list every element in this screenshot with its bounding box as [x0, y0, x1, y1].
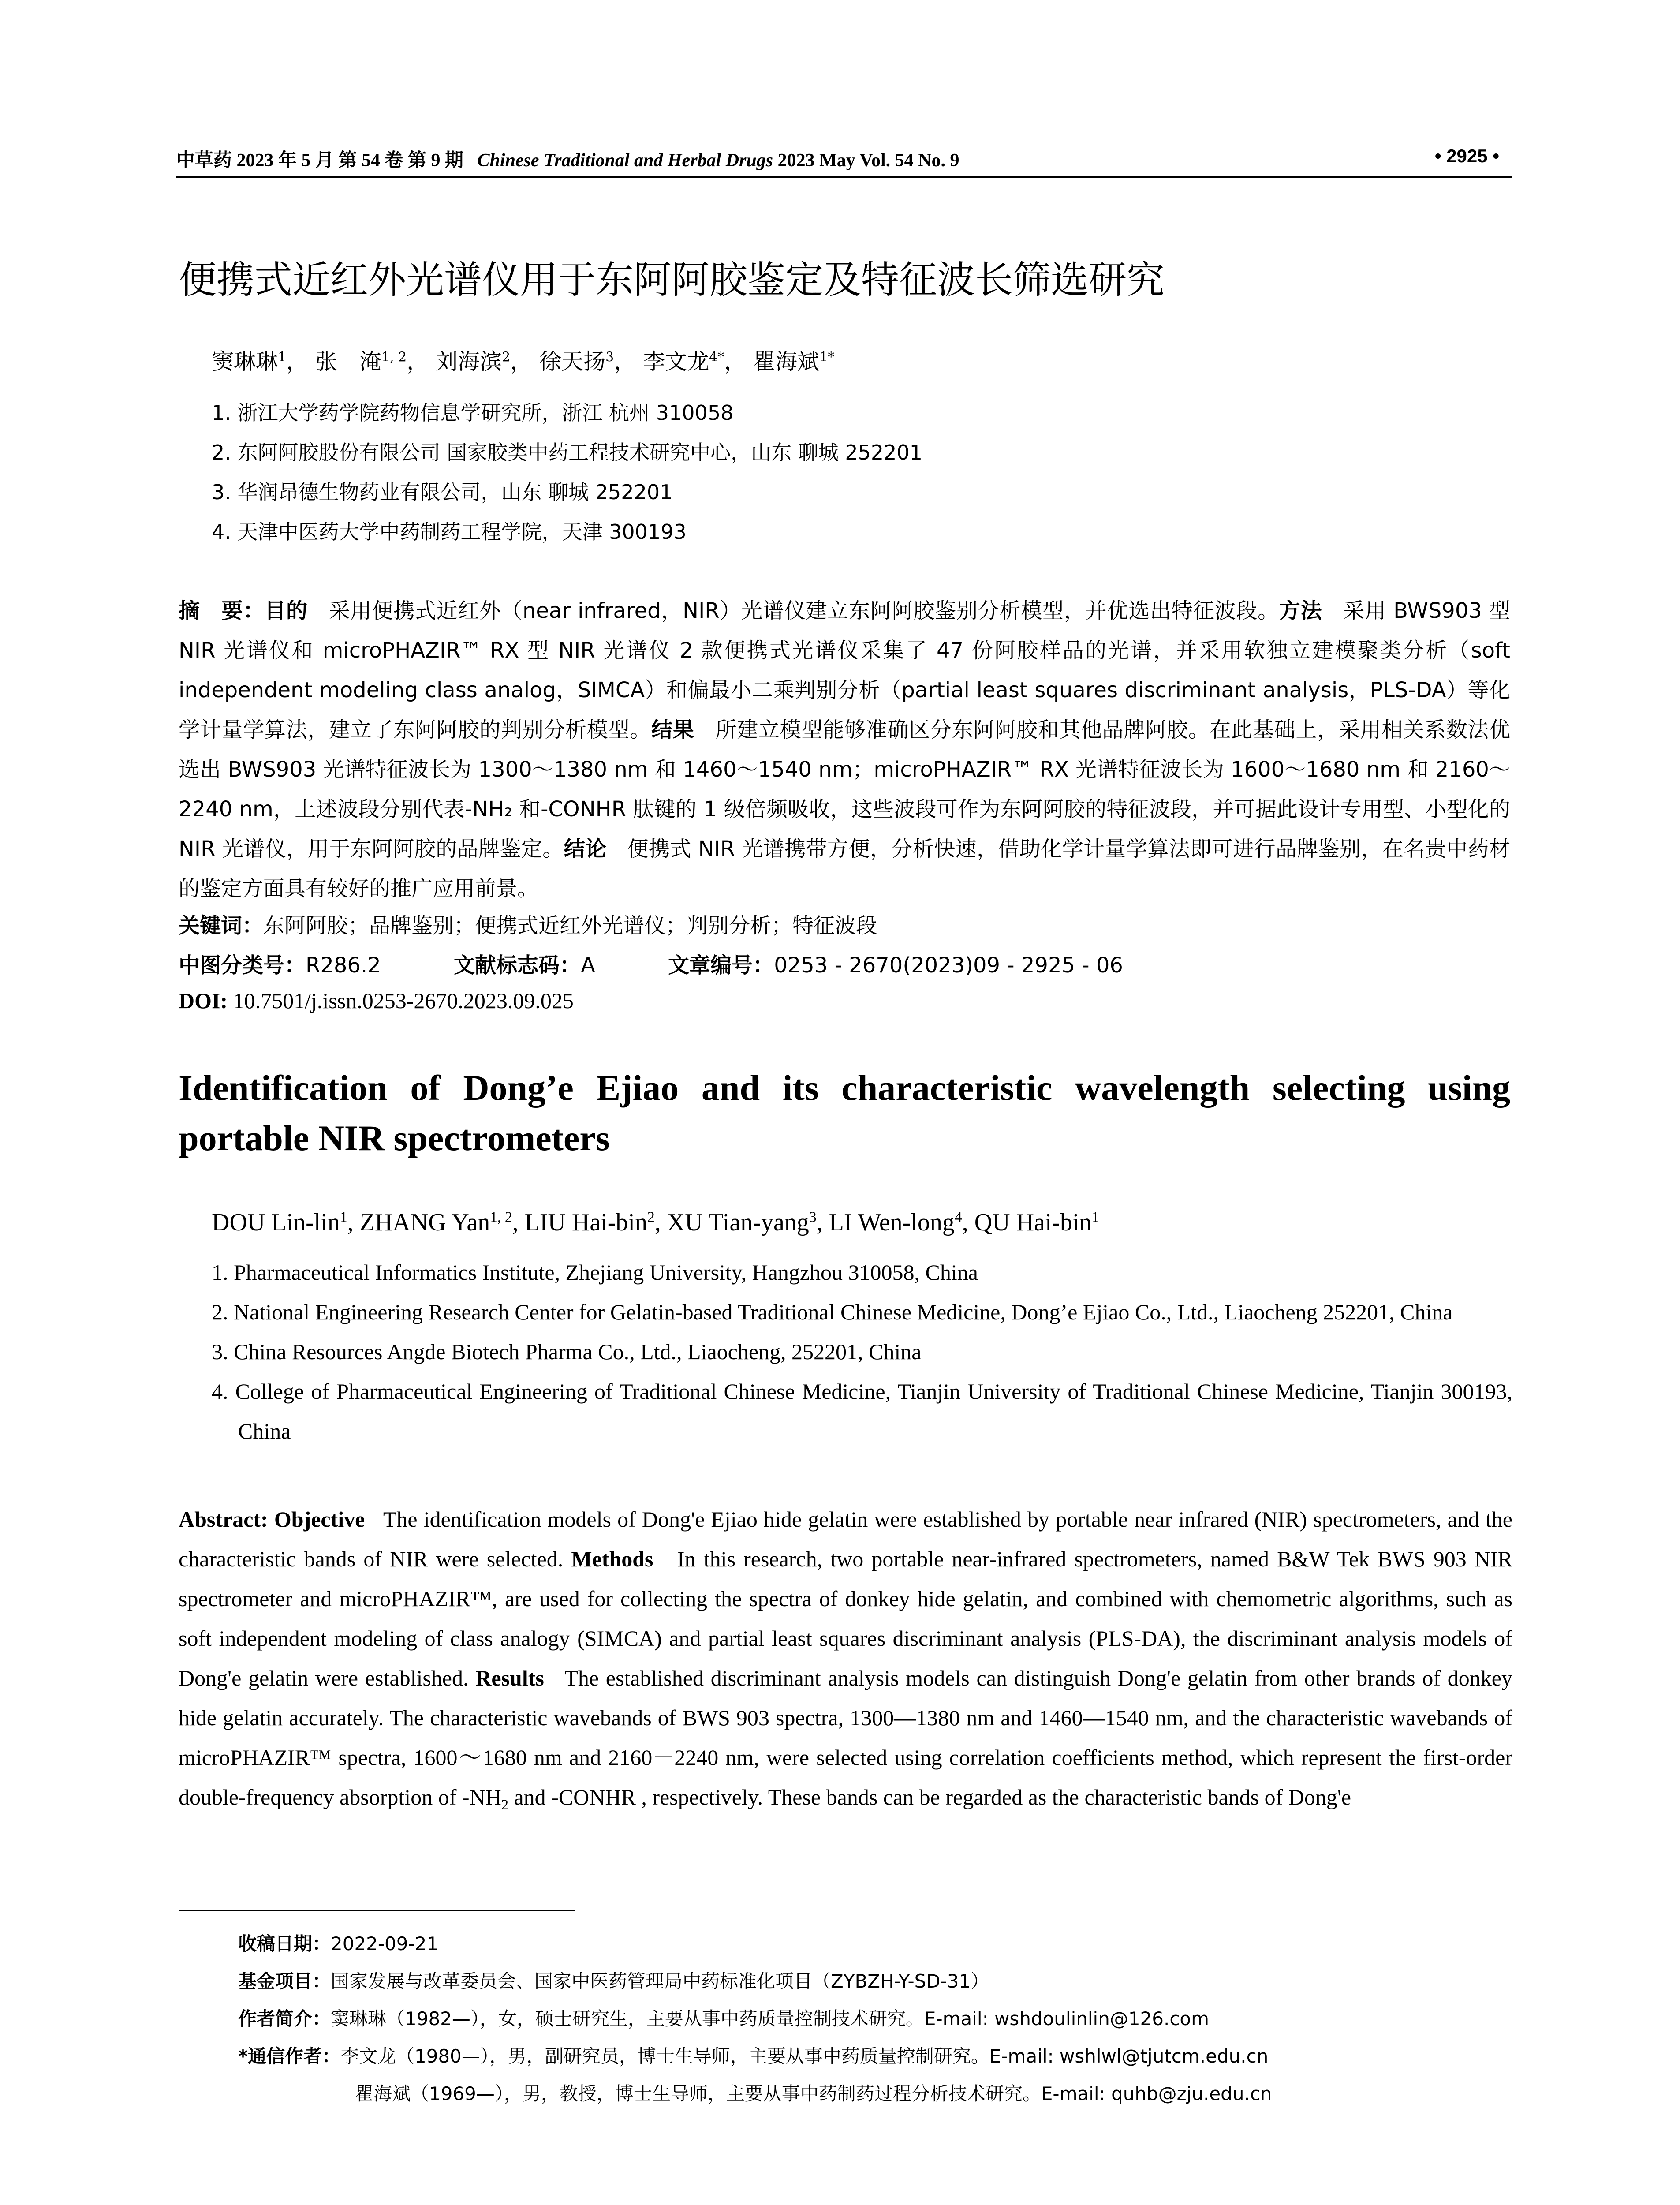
- article-title-cn: 便携式近红外光谱仪用于东阿阿胶鉴定及特征波长筛选研究: [179, 258, 1165, 302]
- author-name: 窦琳琳: [212, 349, 278, 374]
- doi-line: [179, 988, 574, 1013]
- footnote-corresponding: [238, 2042, 1268, 2068]
- page-number: • 2925 •: [1434, 146, 1499, 166]
- classification-line: [179, 948, 1123, 979]
- methods-en-text: In this research, two portable near-infrared spectrometers, named B&W Tek BWS 903 NIR spectrometer and microPHAZIR™, are used for collecting the spectra of donkey hide gelatin, and combined with chemometric algorithms, such as soft independent modeling of class analogy (SIMCA) and partial least squares discriminant analysis (PLS-DA), the discriminant analysis models of Dong'e gelatin were established.: [179, 1547, 1513, 1690]
- author-name: 瞿海斌: [753, 349, 820, 374]
- doc-code-label: 文献标志码：: [454, 953, 581, 978]
- author-name: QU Hai-bin: [974, 1209, 1092, 1236]
- corresponding-author-1: 李文龙（1980—），男，副研究员，博士生导师，主要从事中药质量控制研究。E-mail: wshlwl@tjutcm.edu.cn: [340, 2045, 1269, 2067]
- footnote-author-bio: [238, 2004, 1209, 2031]
- author-affiliation-mark: 1: [278, 349, 287, 365]
- footnote-received: [238, 1929, 438, 1956]
- author-affiliation-mark: 1: [340, 1209, 347, 1226]
- author-name: 刘海滨: [436, 349, 502, 374]
- author-affiliation-mark: 1: [1091, 1209, 1099, 1226]
- author-affiliation-mark: 1, 2: [381, 349, 407, 365]
- methods-en-label: Methods: [571, 1547, 653, 1571]
- author-affiliation-mark: 2: [502, 349, 511, 365]
- bio-value: 窦琳琳（1982—），女，硕士研究生，主要从事中药质量控制技术研究。E-mail: wshdoulinlin@126.com: [331, 2008, 1210, 2029]
- objective-text: 采用便携式近红外（near infrared，NIR）光谱仪建立东阿阿胶鉴别分析模型，并优选出特征波段。: [329, 598, 1279, 623]
- results-en-text: The established discriminant analysis models can distinguish Dong'e gelatin from other brands of donkey hide gelatin accurately. The characteristic wavebands of BWS 903 spectra, 1300—1380 nm and 1460—1540 nm, and the characteristic wavebands of microPHAZIR™ spectra, 1600～1680 nm and 2160－2240 nm, were selected using correlation coefficients method, which represent the first-order double-frequency absorption of -NH: [179, 1666, 1512, 1809]
- fund-value: 国家发展与改革委员会、国家中医药管理局中药标准化项目（ZYBZH-Y-SD-31）: [331, 1970, 989, 1992]
- author-affiliation-mark: 3: [809, 1209, 817, 1226]
- author-separator: ，: [724, 349, 747, 374]
- abstract-en-label: Abstract:: [179, 1507, 268, 1532]
- article-no-value: 0253 - 2670(2023)09 - 2925 - 06: [774, 953, 1123, 978]
- methods-text: 采用 BWS903 型 NIR 光谱仪和 microPHAZIR™ RX 型 NIR 光谱仪 2 款便携式光谱仪采集了 47 份阿胶样品的光谱，并采用软独立建模聚类分析（soft independent modeling class analog，SIMCA）和偏最小二乘判别分析（partial least squares discriminant analysis，PLS-DA）等化学计量学算法，建立了东阿阿胶的判别分析模型。: [179, 598, 1510, 742]
- issue-cn: 2023 年 5 月 第 54 卷 第 9 期: [236, 150, 464, 171]
- author-name: ZHANG Yan: [359, 1209, 490, 1236]
- author-list-en: [212, 1208, 1099, 1237]
- abstract-en: [179, 1499, 1512, 1817]
- footnote-corresponding-2: 瞿海斌（1969—），男，教授，博士生导师，主要从事中药制药过程分析技术研究。E-mail: quhb@zju.edu.cn: [355, 2083, 1272, 2104]
- fund-label: 基金项目：: [238, 1970, 331, 1992]
- author-affiliation-mark: 4: [954, 1209, 962, 1226]
- bio-label: 作者简介：: [238, 2008, 331, 2029]
- author-name: LI Wen-long: [829, 1209, 955, 1236]
- affiliation-en-4: 4. College of Pharmaceutical Engineering of Traditional Chinese Medicine, Tianjin University of Traditional Chinese Medicine, Tianjin 300193, China: [212, 1379, 1512, 1443]
- author-separator: ,: [816, 1209, 829, 1236]
- journal-name-cn: 中草药: [176, 149, 232, 171]
- clc-value: R286.2: [306, 953, 381, 978]
- author-affiliation-mark: 4*: [709, 349, 724, 365]
- keywords-value: 东阿阿胶；品牌鉴别；便携式近红外光谱仪；判别分析；特征波段: [263, 913, 877, 938]
- header-journal-info: [176, 146, 959, 172]
- author-name: XU Tian-yang: [667, 1209, 809, 1236]
- author-separator: ,: [962, 1209, 974, 1236]
- results-text: 所建立模型能够准确区分东阿阿胶和其他品牌阿胶。在此基础上，采用相关系数法优选出 BWS903 光谱特征波长为 1300～1380 nm 和 1460～1540 nm；microPHAZIR™ RX 光谱特征波长为 1600～1680 nm 和 2160～2240 nm，上述波段分别代表-NH₂ 和-CONHR 肽键的 1 级倍频吸收，这些波段可作为东阿阿胶的特征波段，并可据此设计专用型、小型化的 NIR 光谱仪，用于东阿阿胶的品牌鉴定。: [179, 718, 1510, 861]
- doi-value[interactable]: 10.7501/j.issn.0253-2670.2023.09.025: [233, 988, 574, 1013]
- author-name: DOU Lin-lin: [212, 1209, 340, 1236]
- journal-name-en: Chinese Traditional and Herbal Drugs: [477, 150, 773, 171]
- header-rule: [176, 176, 1512, 178]
- affiliation-cn-1: 1. 浙江大学药学院药物信息学研究所，浙江 杭州 310058: [212, 401, 734, 425]
- author-affiliation-mark: 1*: [819, 349, 835, 365]
- results-en-text-tail: and -CONHR , respectively. These bands can be regarded as the characteristic bands of Dong'e: [508, 1785, 1351, 1809]
- affiliation-cn-3: 3. 华润昂德生物药业有限公司，山东 聊城 252201: [212, 480, 673, 504]
- footnote-fund: [238, 1967, 989, 1993]
- affiliation-cn-2: 2. 东阿阿胶股份有限公司 国家胶类中药工程技术研究中心，山东 聊城 252201: [212, 441, 922, 464]
- abstract-label: 摘 要：: [179, 598, 265, 623]
- author-separator: ，: [286, 349, 309, 374]
- conclusion-text: 便携式 NIR 光谱携带方便，分析快速，借助化学计量学算法即可进行品牌鉴别，在名贵中药材的鉴定方面具有较好的推广应用前景。: [179, 837, 1510, 901]
- author-separator: ,: [512, 1209, 525, 1236]
- objective-label: 目的: [265, 598, 308, 623]
- article-no-label: 文章编号：: [668, 953, 774, 978]
- author-separator: ,: [347, 1209, 360, 1236]
- conclusion-label: 结论: [564, 837, 607, 861]
- author-separator: ,: [654, 1209, 667, 1236]
- objective-en-text: The identification models of Dong'e Ejiao hide gelatin were established by portable near infrared (NIR) spectrometers, and the characteristic bands of NIR were selected.: [179, 1507, 1513, 1571]
- doc-code-value: A: [581, 953, 595, 978]
- results-en-label: Results: [475, 1666, 544, 1690]
- keywords-cn: [179, 908, 877, 939]
- received-label: 收稿日期：: [238, 1933, 331, 1955]
- author-list-cn: [212, 344, 834, 376]
- author-affiliation-mark: 1, 2: [490, 1209, 512, 1226]
- clc-label: 中图分类号：: [179, 953, 306, 978]
- footnote-rule: [179, 1910, 575, 1911]
- corresponding-label: *通信作者：: [238, 2045, 340, 2067]
- methods-label: 方法: [1279, 598, 1322, 623]
- author-affiliation-mark: 3: [605, 349, 614, 365]
- affiliation-en-3: 3. China Resources Angde Biotech Pharma Co., Ltd., Liaocheng, 252201, China: [212, 1339, 922, 1364]
- abstract-cn: [179, 591, 1510, 908]
- author-separator: ，: [407, 349, 429, 374]
- objective-en-label: Objective: [274, 1507, 365, 1532]
- results-en-subscript: 2: [501, 1797, 508, 1813]
- running-header: [176, 146, 1512, 181]
- author-affiliation-mark: 2: [647, 1209, 655, 1226]
- author-name: LIU Hai-bin: [524, 1209, 647, 1236]
- affiliation-cn-4: 4. 天津中医药大学中药制药工程学院，天津 300193: [212, 520, 687, 544]
- article-title-en: Identification of Dong’e Ejiao and its characteristic wavelength selecting using portable NIR spectrometers: [179, 1068, 1510, 1158]
- author-name: 李文龙: [643, 349, 709, 374]
- received-value: 2022-09-21: [331, 1933, 439, 1955]
- affiliations-en: [212, 1252, 1512, 1451]
- author-separator: ，: [614, 349, 636, 374]
- author-name: 张 淹: [315, 349, 381, 374]
- keywords-label: 关键词：: [179, 913, 264, 938]
- affiliation-en-1: 1. Pharmaceutical Informatics Institute, Zhejiang University, Hangzhou 310058, China: [212, 1260, 978, 1285]
- author-name: 徐天扬: [539, 349, 606, 374]
- issue-en: 2023 May Vol. 54 No. 9: [777, 150, 959, 171]
- results-label: 结果: [651, 718, 694, 742]
- doi-label: DOI:: [179, 988, 228, 1013]
- affiliation-en-2: 2. National Engineering Research Center for Gelatin-based Traditional Chinese Medicine, Dong’e Ejiao Co., Ltd., Liaocheng 252201, China: [212, 1300, 1453, 1324]
- author-separator: ，: [510, 349, 533, 374]
